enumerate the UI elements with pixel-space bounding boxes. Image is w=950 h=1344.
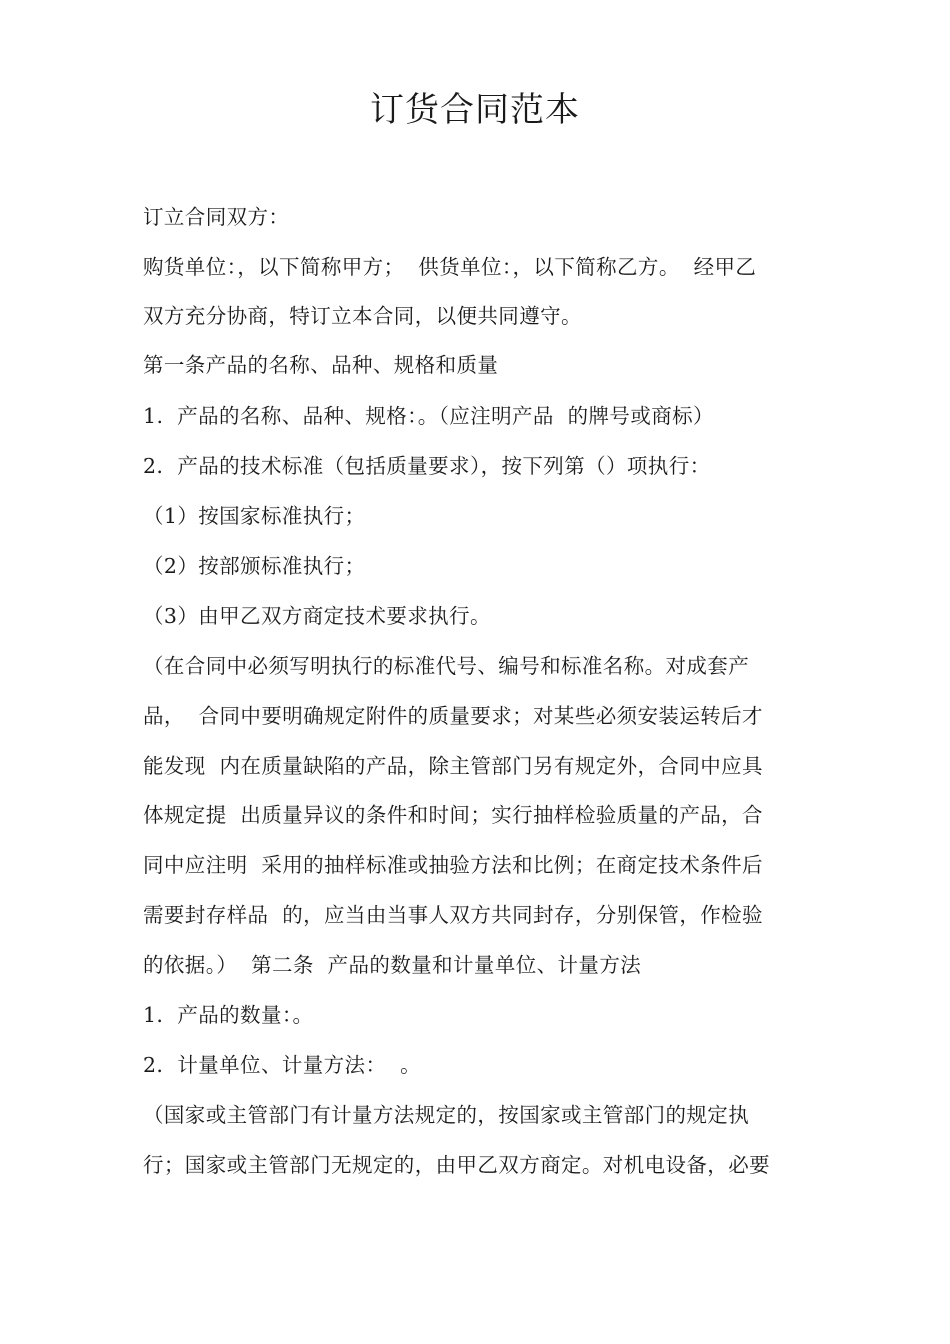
- text-line: 2．计量单位、计量方法： 。: [143, 1053, 422, 1077]
- text-line: 能发现 内在质量缺陷的产品，除主管部门另有规定外，合同中应具: [143, 754, 763, 778]
- text-line: 需要封存样品 的，应当由当事人双方共同封存，分别保管，作检验: [143, 903, 763, 927]
- text-line: 的依据。） 第二条 产品的数量和计量单位、计量方法: [143, 953, 642, 977]
- text-line: 行；国家或主管部门无规定的，由甲乙双方商定。对机电设备，必要: [143, 1153, 770, 1177]
- list-item: （2）按部颁标准执行；: [143, 554, 366, 578]
- list-item: （3）由甲乙双方商定技术要求执行。: [143, 604, 491, 628]
- section-heading: 第一条产品的名称、品种、规格和质量: [143, 353, 499, 377]
- list-item: （1）按国家标准执行；: [143, 504, 366, 528]
- text-line: 双方充分协商，特订立本合同，以便共同遵守。: [143, 304, 582, 328]
- text-line: 1. 产品的名称、品种、规格：。（应注明产品 的牌号或商标）: [143, 404, 714, 428]
- text-line: （在合同中必须写明执行的标准代号、编号和标准名称。对成套产: [143, 654, 750, 678]
- text-line: 品， 合同中要明确规定附件的质量要求；对某些必须安装运转后才: [143, 704, 763, 728]
- text-line: 1．产品的数量：。: [143, 1003, 314, 1027]
- text-line: 购货单位：，以下简称甲方； 供货单位：，以下简称乙方。 经甲乙: [143, 255, 757, 279]
- text-line: 2．产品的技术标准（包括质量要求），按下列第（）项执行：: [143, 454, 711, 478]
- text-line: 体规定提 出质量异议的条件和时间；实行抽样检验质量的产品，合: [143, 803, 763, 827]
- document-title: 订货合同范本: [370, 90, 580, 130]
- text-line: 订立合同双方：: [143, 205, 290, 229]
- text-line: 同中应注明 采用的抽样标准或抽验方法和比例；在商定技术条件后: [143, 853, 763, 877]
- text-line: （国家或主管部门有计量方法规定的，按国家或主管部门的规定执: [143, 1103, 750, 1127]
